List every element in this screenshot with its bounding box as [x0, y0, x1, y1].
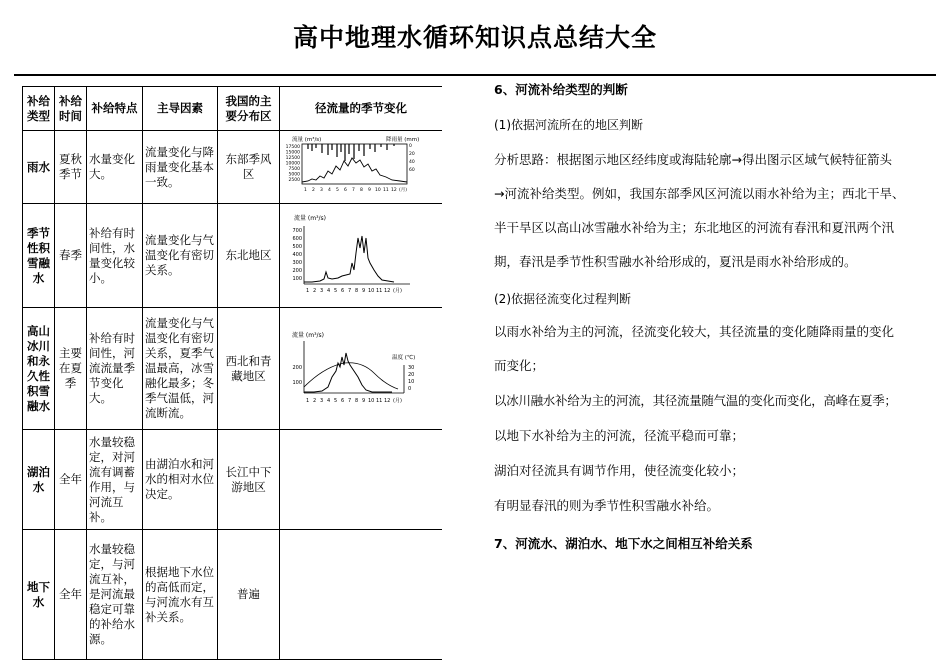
paragraph-line: →河流补给类型。例如，我国东部季风区河流以雨水补给为主；西北干旱、 — [494, 186, 905, 201]
y-tick: 200 — [292, 267, 302, 274]
row-factor: 由湖泊水和河水的相对水位决定。 — [143, 430, 218, 530]
section-heading: 6、河流补给类型的判断 — [494, 82, 628, 97]
chart-left-label: 流量 (m³/s) — [292, 137, 322, 143]
chart-cell-empty — [280, 430, 443, 530]
x-tick: 8 — [360, 188, 363, 193]
snowmelt-runoff-chart — [282, 208, 439, 300]
x-tick: 1 — [304, 188, 307, 193]
y-tick: 100 — [292, 379, 302, 386]
x-tick: 11 — [376, 287, 383, 294]
x-tick: 8 — [355, 287, 359, 294]
x-tick: 12 — [384, 287, 391, 294]
x-tick: 9 — [368, 188, 371, 193]
header-main-factor: 主导因素 — [143, 87, 218, 131]
paragraph-line: 以冰川融水补给为主的河流，其径流量随气温的变化而变化，高峰在夏季； — [494, 393, 897, 408]
y-tick: 700 — [292, 227, 302, 234]
table-row — [23, 308, 443, 430]
y-tick: 200 — [292, 364, 302, 371]
header-region: 我国的主要分布区 — [218, 87, 280, 131]
glacier-runoff-chart — [282, 327, 439, 407]
header-supply-type: 补给类型 — [23, 87, 55, 131]
row-feature: 水量变化大。 — [87, 131, 143, 204]
right-tick: 0 — [409, 144, 412, 149]
row-region: 长江中下游地区 — [218, 430, 280, 530]
chart-cell — [280, 204, 443, 308]
supply-table-image — [22, 86, 442, 666]
row-time: 春季 — [55, 204, 87, 308]
subheading: (1)依据河流所在的地区判断 — [494, 118, 643, 132]
paragraph-line: 分析思路：根据图示地区经纬度或海陆轮廓→得出图示区域气候特征箭头 — [494, 152, 892, 167]
paragraph-line: 期，春汛是季节性积雪融水补给形成的，夏汛是雨水补给形成的。 — [494, 254, 857, 269]
row-type: 地下水 — [23, 530, 55, 660]
x-tick: 1 — [306, 397, 310, 404]
x-tick: 3 — [320, 287, 324, 294]
table-row — [23, 430, 443, 530]
table-row — [23, 131, 443, 204]
row-feature: 补给有时间性，水量变化较小。 — [87, 204, 143, 308]
x-tick: 8 — [355, 397, 359, 404]
x-tick: 5 — [334, 397, 338, 404]
row-region: 西北和青藏地区 — [218, 308, 280, 430]
chart-cell — [280, 131, 443, 204]
paragraph-line: 而变化； — [494, 358, 545, 373]
header-supply-feature: 补给特点 — [87, 87, 143, 131]
paragraph-line: 以地下水补给为主的河流，径流平稳而可靠； — [494, 428, 745, 443]
row-type: 季节性积雪融水 — [23, 204, 55, 308]
paragraph-line: 有明显春汛的则为季节性积雪融水补给。 — [494, 498, 720, 513]
x-tick: 5 — [336, 188, 339, 193]
paragraph-line: 以雨水补给为主的河流，径流变化较大，其径流量的变化随降雨量的变化 — [494, 324, 895, 339]
y-tick: 2500 — [288, 178, 300, 183]
x-tick: 11 — [383, 188, 389, 193]
chart-cell — [280, 308, 443, 430]
x-tick: 3 — [320, 188, 323, 193]
x-unit: (月) — [393, 287, 402, 294]
row-type: 雨水 — [23, 131, 55, 204]
x-tick: 2 — [313, 397, 317, 404]
x-tick: 5 — [334, 287, 338, 294]
x-tick: 6 — [341, 287, 345, 294]
table-row — [23, 530, 443, 660]
row-time: 全年 — [55, 430, 87, 530]
row-type: 湖泊水 — [23, 430, 55, 530]
paragraph-line: 湖泊对径流具有调节作用，使径流变化较小； — [494, 463, 745, 478]
x-tick: 7 — [348, 287, 352, 294]
x-tick: 2 — [312, 188, 315, 193]
row-region: 普遍 — [218, 530, 280, 660]
y-tick: 10000 — [285, 161, 300, 167]
x-tick: 7 — [348, 397, 352, 404]
row-time: 主要在夏季 — [55, 308, 87, 430]
runoff-line — [304, 236, 394, 282]
y-tick: 400 — [292, 251, 302, 258]
subheading: (2)依据径流变化过程判断 — [494, 292, 631, 306]
x-tick: 3 — [320, 397, 324, 404]
row-factor: 流量变化与降雨量变化基本一致。 — [143, 131, 218, 204]
y-tick: 7500 — [288, 167, 300, 172]
y-tick: 15000 — [285, 150, 300, 156]
table-row — [23, 204, 443, 308]
x-tick: 7 — [352, 188, 355, 193]
river-supply-table — [22, 86, 442, 660]
paragraph-line: 半干旱区以高山冰雪融水补给为主；东北地区的河流有春汛和夏汛两个汛 — [494, 220, 895, 235]
x-tick: 9 — [362, 397, 366, 404]
x-tick: 12 — [391, 188, 397, 193]
x-unit: (月) — [393, 397, 402, 404]
x-unit: (月) — [399, 188, 408, 193]
header-seasonal-change: 径流量的季节变化 — [280, 87, 443, 131]
chart-right-label: 温度 (℃) — [392, 354, 416, 361]
y-tick: 17500 — [285, 145, 300, 150]
chart-label: 流量 (m³/s) — [292, 331, 324, 339]
x-tick: 1 — [306, 287, 310, 294]
row-factor: 根据地下水位的高低而定，与河流水有互补关系。 — [143, 530, 218, 660]
x-tick: 4 — [327, 287, 331, 294]
right-tick: 30 — [408, 364, 415, 371]
x-tick: 11 — [376, 397, 383, 404]
row-feature: 水量较稳定，与河流互补，是河流最稳定可靠的补给水源。 — [87, 530, 143, 660]
section-heading: 7、河流水、湖泊水、地下水之间相互补给关系 — [494, 536, 753, 551]
x-tick: 2 — [313, 287, 317, 294]
right-tick: 40 — [409, 160, 415, 165]
title-divider — [14, 74, 936, 76]
row-region: 东部季风区 — [218, 131, 280, 204]
row-feature: 补给有时间性，河流流量季节变化大。 — [87, 308, 143, 430]
y-tick: 300 — [292, 259, 302, 266]
x-tick: 6 — [344, 188, 347, 193]
x-tick: 6 — [341, 397, 345, 404]
y-tick: 100 — [292, 275, 302, 282]
page-title: 高中地理水循环知识点总结大全 — [292, 23, 657, 52]
x-tick: 10 — [368, 287, 375, 294]
x-tick: 9 — [362, 287, 366, 294]
right-tick: 60 — [409, 168, 415, 173]
runoff-line — [304, 353, 392, 392]
right-tick: 20 — [409, 152, 415, 157]
chart-label: 流量 (m³/s) — [294, 214, 326, 222]
y-tick: 500 — [292, 243, 302, 250]
chart-right-label: 降雨量 (mm) — [386, 137, 420, 143]
chart-cell-empty — [280, 530, 443, 660]
rainfall-runoff-chart — [282, 133, 439, 197]
row-factor: 流量变化与气温变化有密切关系，夏季气温最高，冰雪融化最多；冬季气温低，河流断流。 — [143, 308, 218, 430]
x-tick: 4 — [327, 397, 331, 404]
right-tick: 0 — [408, 385, 412, 392]
x-tick: 10 — [368, 397, 375, 404]
row-type: 高山冰川和永久性积雪融水 — [23, 308, 55, 430]
rainfall-bars — [308, 144, 394, 161]
row-factor: 流量变化与气温变化有密切关系。 — [143, 204, 218, 308]
right-tick: 10 — [408, 378, 415, 385]
right-tick: 20 — [408, 371, 415, 378]
row-time: 夏秋季节 — [55, 131, 87, 204]
y-tick: 12500 — [285, 156, 300, 161]
x-tick: 4 — [328, 188, 331, 193]
row-feature: 水量较稳定，对河流有调蓄作用，与河流互补。 — [87, 430, 143, 530]
row-region: 东北地区 — [218, 204, 280, 308]
header-supply-time: 补给时间 — [55, 87, 87, 131]
runoff-line — [302, 158, 407, 182]
y-tick: 5000 — [288, 172, 300, 178]
x-tick: 12 — [384, 397, 391, 404]
y-tick: 600 — [292, 235, 302, 242]
table-header-row — [23, 87, 443, 131]
x-tick: 10 — [375, 188, 381, 193]
row-time: 全年 — [55, 530, 87, 660]
